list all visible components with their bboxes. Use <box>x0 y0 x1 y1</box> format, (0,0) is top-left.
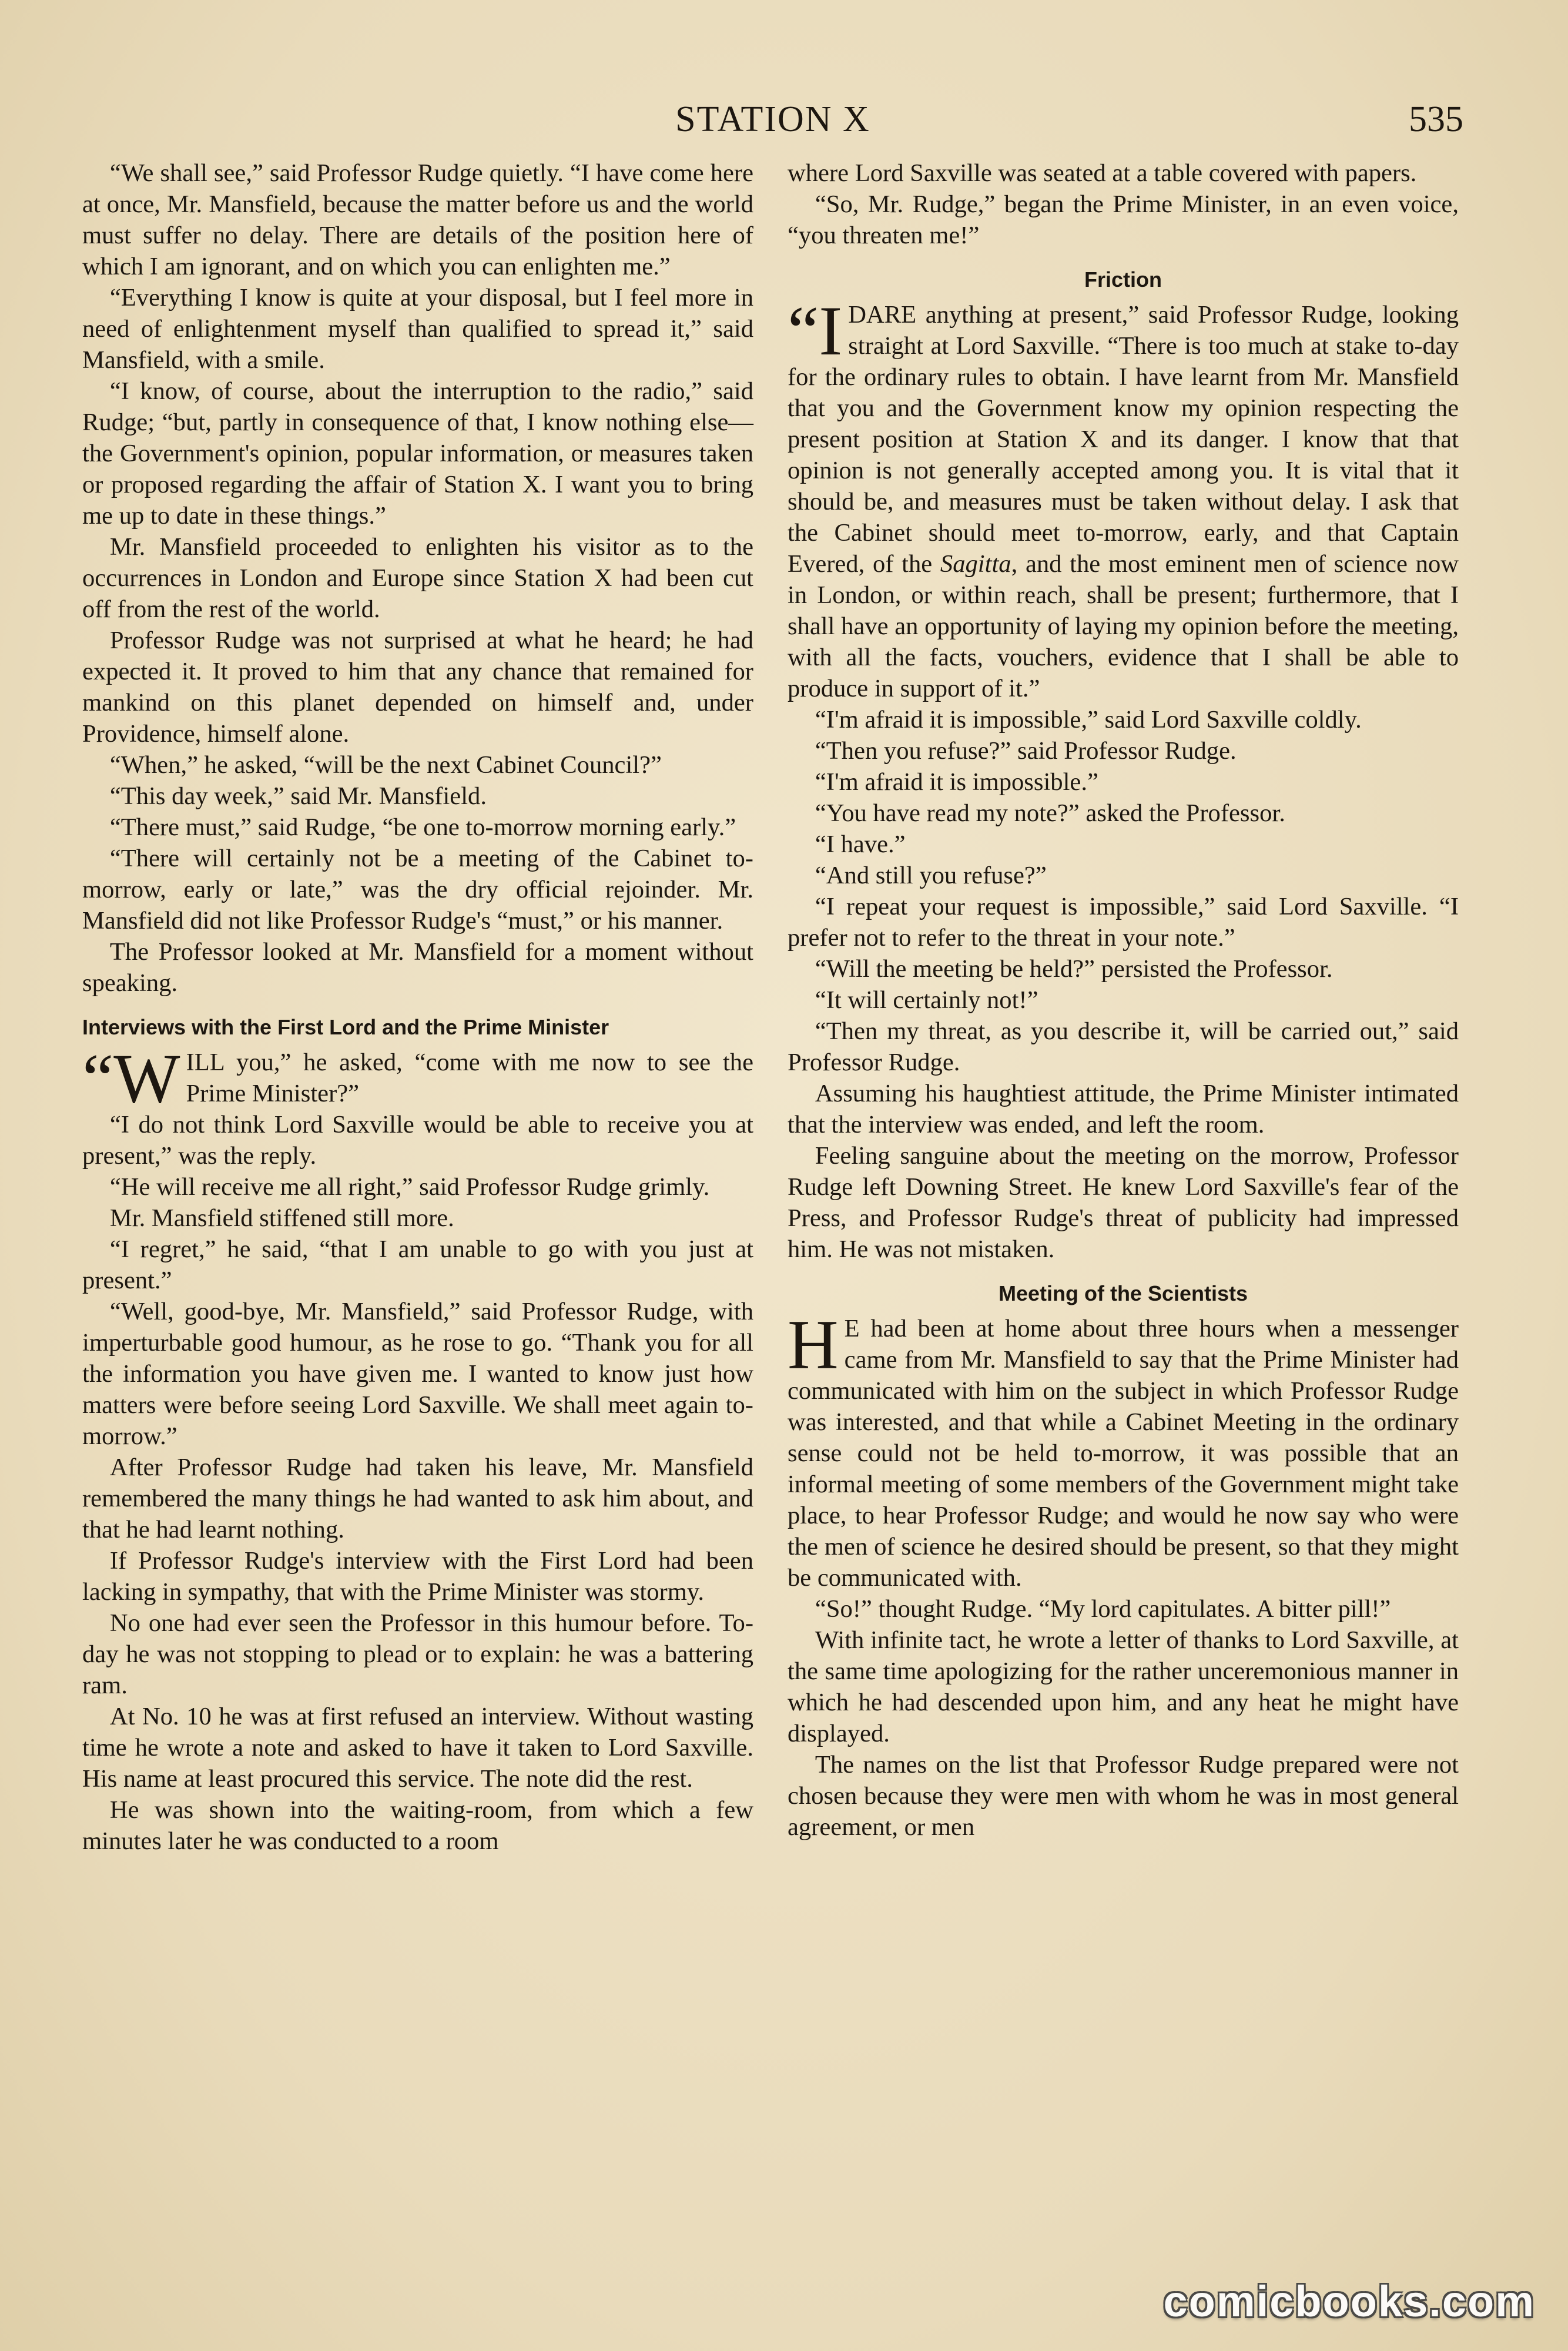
paragraph: “Then my threat, as you describe it, will be carried out,” said Professor Rudge. <box>788 1017 1459 1076</box>
paragraph: “Then you refuse?” said Professor Rudge. <box>815 737 1237 765</box>
paragraph: “I'm afraid it is impossible,” said Lord Saxville coldly. <box>815 706 1362 734</box>
paragraph: “We shall see,” said Professor Rudge quietly. “I have come here at once, Mr. Mansfield, because the matter before us and the world must suffer no delay. There are details of the position here of which I am ignorant, and on which you can enlighten me.” <box>82 159 753 280</box>
paragraph: The Professor looked at Mr. Mansfield for a moment without speaking. <box>82 938 753 997</box>
paragraph: “Well, good-bye, Mr. Mansfield,” said Professor Rudge, with imperturbable good humour, as he rose to go. “Thank you for all the information you have given me. I wanted to know just how matters were before seeing Lord Saxville. We shall meet again to-morrow.” <box>82 1298 753 1450</box>
page-header <box>82 93 1463 146</box>
paragraph: “I do not think Lord Saxville would be able to receive you at present,” was the reply. <box>82 1111 753 1170</box>
running-title: STATION X <box>675 99 870 139</box>
left-column <box>82 158 753 1857</box>
paragraph: The names on the list that Professor Rudge prepared were not chosen because they were men with whom he was in most general agreement, or men <box>788 1751 1459 1841</box>
paragraph: “I repeat your request is impossible,” said Lord Saxville. “I prefer not to refer to the threat in your note.” <box>788 893 1459 952</box>
paragraph: “You have read my note?” asked the Professor. <box>815 799 1285 827</box>
paragraph: With infinite tact, he wrote a letter of thanks to Lord Saxville, at the same time apologizing for the rather unceremonious manner in which he had descended upon him, and any heat he might have displayed. <box>788 1626 1459 1747</box>
paragraph: Mr. Mansfield stiffened still more. <box>109 1204 454 1232</box>
paragraph: Professor Rudge was not surprised at what he heard; he had expected it. It proved to him that any chance that remained for mankind on this planet depended on himself and, under Providence, himself alone. <box>82 627 753 748</box>
ship-name: Sagitta <box>940 550 1011 578</box>
paragraph: “He will receive me all right,” said Professor Rudge grimly. <box>109 1173 710 1201</box>
paragraph: Mr. Mansfield proceeded to enlighten his visitor as to the occurrences in London and Europe since Station X had been cut off from the rest of the world. <box>82 533 753 623</box>
paragraph: “I regret,” he said, “that I am unable to go with you just at present.” <box>82 1235 753 1294</box>
paragraph: Assuming his haughtiest attitude, the Prime Minister intimated that the interview was ended, and left the room. <box>788 1080 1459 1138</box>
paragraph: He was shown into the waiting-room, from which a few minutes later he was conducted to a room <box>82 1796 753 1855</box>
paragraph: “Will the meeting be held?” persisted the Professor. <box>815 955 1333 983</box>
paragraph: “I have.” <box>815 830 906 858</box>
section-heading: Friction <box>1084 267 1162 292</box>
paragraph-text: DARE anything at present,” said Professor Rudge, looking straight at Lord Saxville. “There is too much at stake to-day for the ordinary rules to obtain. I have learnt from Mr. Mansfield that you and the Government know my opinion respecting the present position at Station X and its danger. I know that that opinion is not generally accepted among you. It is vital that it should be, and measures must be taken without delay. I ask that the Cabinet should meet to-morrow, early, and that Captain Evered, of the <box>788 301 1459 578</box>
paragraph-text: , and the most eminent men of science now in London, or within reach, shall be present; furthermore, that I shall have an opportunity of laying my opinion before the meeting, with all the facts, vouchers, evidence that I shall be able to produce in support of it.” <box>788 550 1459 702</box>
paragraph: No one had ever seen the Professor in this humour before. To-day he was not stopping to plead or to explain: he was a battering ram. <box>82 1609 753 1699</box>
section-heading: Interviews with the First Lord and the Prime Minister <box>82 1015 609 1039</box>
site-watermark: comicbooks.com <box>1163 2277 1535 2326</box>
paragraph-dropcap <box>788 1305 1459 1593</box>
drop-cap: H <box>788 1305 839 1384</box>
paragraph: “When,” he asked, “will be the next Cabinet Council?” <box>109 751 662 779</box>
section-heading: Meeting of the Scientists <box>998 1281 1248 1305</box>
drop-cap: “I <box>788 292 843 370</box>
paragraph-text: ILL you,” he asked, “come with me now to see the Prime Minister?” <box>186 1049 753 1107</box>
paragraph: Feeling sanguine about the meeting on the morrow, Professor Rudge left Downing Street. He knew Lord Saxville's fear of the Press, and Professor Rudge's threat of publicity had impressed him. He was not mistaken. <box>788 1142 1459 1263</box>
paragraph-text: E had been at home about three hours when a messenger came from Mr. Mansfield to say that the Prime Minister had communicated with him on the subject in which Professor Rudge was interested, and that while a Cabinet Meeting in the ordinary sense could not be held to-morrow, it was possible that an informal meeting of some members of the Government might take place, to hear Professor Rudge; and would he now say who were the men of science he desired should be present, so that they might be communicated with. <box>788 1315 1459 1592</box>
paragraph: “It will certainly not!” <box>815 986 1038 1014</box>
paragraph: “I know, of course, about the interruption to the radio,” said Rudge; “but, partly in consequence of that, I know nothing else—the Government's opinion, popular information, or measures taken or proposed regarding the affair of Station X. I want you to bring me up to date in these things.” <box>82 377 753 530</box>
paragraph: “And still you refuse?” <box>815 862 1047 889</box>
paragraph: After Professor Rudge had taken his leave, Mr. Mansfield remembered the many things he had wanted to ask him about, and that he had learnt nothing. <box>82 1454 753 1543</box>
paragraph: “Everything I know is quite at your disposal, but I feel more in need of enlightenment myself than qualified to spread it,” said Mansfield, with a smile. <box>82 284 753 374</box>
drop-cap: “W <box>82 1039 180 1117</box>
paragraph: At No. 10 he was at first refused an interview. Without wasting time he wrote a note and asked to have it taken to Lord Saxville. His name at least procured this service. The note did the rest. <box>82 1703 753 1793</box>
right-column <box>788 158 1459 1843</box>
paragraph: “So, Mr. Rudge,” began the Prime Minister, in an even voice, “you threaten me!” <box>788 190 1459 249</box>
paragraph: “There must,” said Rudge, “be one to-morrow morning early.” <box>109 813 736 841</box>
paragraph: “This day week,” said Mr. Mansfield. <box>109 782 487 810</box>
paragraph: “There will certainly not be a meeting of the Cabinet to-morrow, early or late,” was the dry official rejoinder. Mr. Mansfield did not like Professor Rudge's “must,” or his manner. <box>82 845 753 935</box>
paragraph: “So!” thought Rudge. “My lord capitulates. A bitter pill!” <box>815 1595 1391 1623</box>
paragraph-dropcap <box>788 292 1459 704</box>
paragraph: “I'm afraid it is impossible.” <box>815 768 1098 796</box>
page-number: 535 <box>1409 99 1463 139</box>
paragraph-dropcap <box>82 1039 753 1117</box>
paragraph: where Lord Saxville was seated at a table covered with papers. <box>788 159 1417 187</box>
paragraph: If Professor Rudge's interview with the First Lord had been lacking in sympathy, that with the Prime Minister was stormy. <box>82 1547 753 1606</box>
